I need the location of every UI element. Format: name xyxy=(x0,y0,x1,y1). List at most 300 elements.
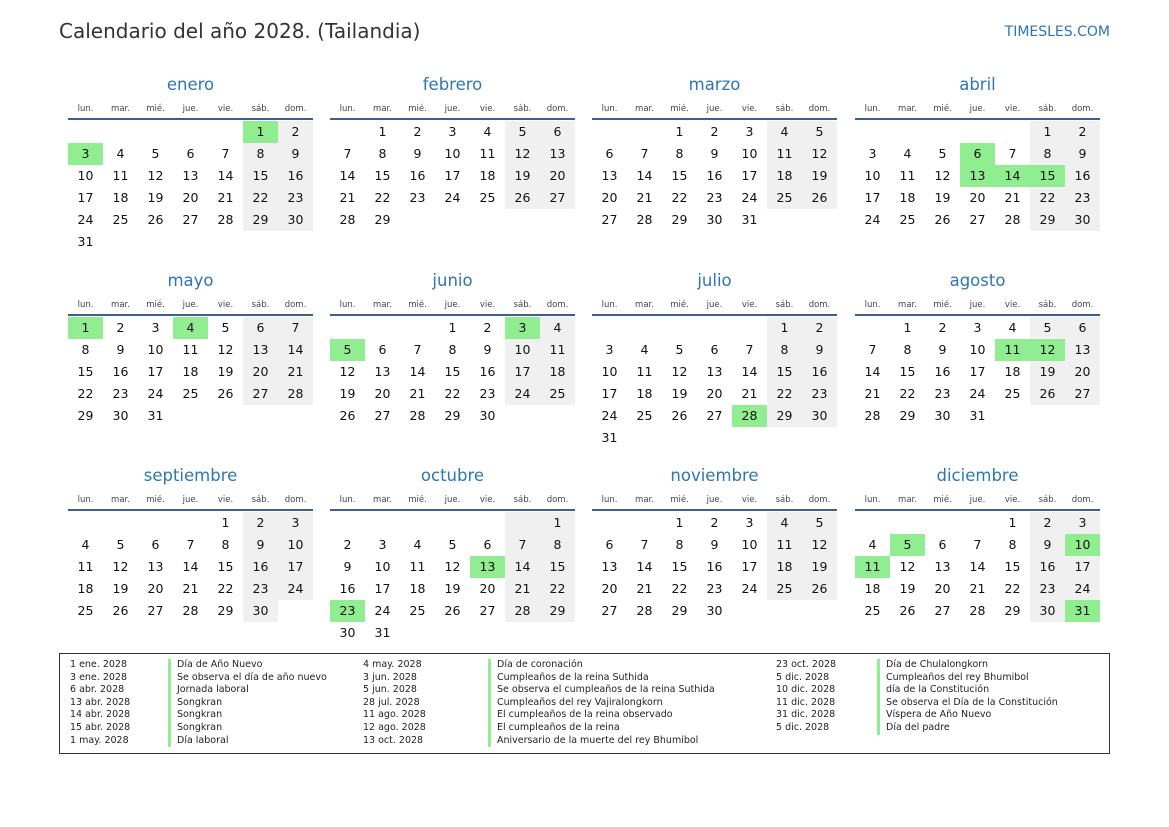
day-cell: 24 xyxy=(601,408,618,423)
week-row xyxy=(330,578,575,600)
weekday-label: vie. xyxy=(479,495,496,505)
day-cell: 25 xyxy=(636,408,653,423)
week-row xyxy=(68,383,313,405)
weekday-label: sáb. xyxy=(513,104,532,114)
day-cell: 12 xyxy=(444,559,461,574)
weekday-label: mar. xyxy=(111,495,130,505)
day-cell: 21 xyxy=(409,386,426,401)
day-cell: 18 xyxy=(767,165,802,187)
week-row xyxy=(592,187,837,209)
weekday-label: mar. xyxy=(898,104,917,114)
day-cell: 29 xyxy=(217,603,234,618)
empty-cell xyxy=(855,317,890,339)
day-cell: 27 xyxy=(601,603,618,618)
day-cell: 7 xyxy=(505,534,540,556)
day-cell: 19 xyxy=(1030,361,1065,383)
week-row xyxy=(68,339,313,361)
month-junio xyxy=(330,269,575,427)
day-cell: 15 xyxy=(243,165,278,187)
holiday-day-cell: 15 xyxy=(1030,165,1065,187)
day-cell: 18 xyxy=(636,386,653,401)
weekday-label: sáb. xyxy=(251,104,270,114)
month-name: septiembre xyxy=(143,466,238,485)
day-cell: 17 xyxy=(77,190,94,205)
weekday-label: dom. xyxy=(546,300,569,310)
empty-cell xyxy=(960,121,995,143)
weekday-label: mar. xyxy=(111,104,130,114)
day-cell: 11 xyxy=(899,168,916,183)
day-cell: 1 xyxy=(1008,515,1017,530)
day-cell: 6 xyxy=(605,537,614,552)
day-cell: 21 xyxy=(182,581,199,596)
day-cell: 4 xyxy=(903,146,912,161)
day-cell: 9 xyxy=(710,537,719,552)
day-cell: 1 xyxy=(378,124,387,139)
weekday-label: mar. xyxy=(635,495,654,505)
day-cell: 16 xyxy=(802,361,837,383)
weekday-label: lun. xyxy=(864,104,881,114)
day-cell: 23 xyxy=(802,383,837,405)
empty-cell xyxy=(330,121,365,143)
day-cell: 20 xyxy=(182,190,199,205)
day-cell: 14 xyxy=(217,168,234,183)
day-cell: 23 xyxy=(479,386,496,401)
weekday-label: jue. xyxy=(444,104,461,114)
day-cell: 25 xyxy=(1004,386,1021,401)
holiday-date: 12 ago. 2028 xyxy=(363,721,426,733)
day-cell: 3 xyxy=(868,146,877,161)
day-cell: 30 xyxy=(802,405,837,427)
day-cell: 29 xyxy=(671,603,688,618)
holiday-entry xyxy=(363,684,763,697)
day-cell: 21 xyxy=(969,581,986,596)
empty-cell xyxy=(103,121,138,143)
empty-cell xyxy=(470,209,505,231)
day-cell: 27 xyxy=(706,408,723,423)
weekday-label: mar. xyxy=(635,104,654,114)
empty-cell xyxy=(627,121,662,143)
week-row xyxy=(68,143,313,165)
day-cell: 16 xyxy=(706,168,723,183)
day-cell: 9 xyxy=(483,342,492,357)
day-cell: 14 xyxy=(741,364,758,379)
weekday-label: vie. xyxy=(741,495,758,505)
holiday-date: 31 dic. 2028 xyxy=(776,709,836,721)
day-cell: 2 xyxy=(243,512,278,534)
holiday-date: 1 ene. 2028 xyxy=(70,659,127,670)
holiday-entry xyxy=(776,722,1096,735)
day-cell: 18 xyxy=(112,190,129,205)
day-cell: 20 xyxy=(540,165,575,187)
day-cell: 11 xyxy=(767,534,802,556)
day-cell: 20 xyxy=(1065,361,1100,383)
day-cell: 23 xyxy=(243,578,278,600)
day-cell: 14 xyxy=(864,364,881,379)
month-name: febrero xyxy=(422,75,483,94)
week-row xyxy=(330,600,575,622)
day-cell: 29 xyxy=(444,408,461,423)
day-cell: 5 xyxy=(938,146,947,161)
day-cell: 9 xyxy=(243,534,278,556)
day-cell: 13 xyxy=(1065,339,1100,361)
weekday-label: jue. xyxy=(969,104,986,114)
weekday-label: mar. xyxy=(635,300,654,310)
day-cell: 2 xyxy=(1030,512,1065,534)
weekday-label: mié. xyxy=(670,300,689,310)
holiday-entry xyxy=(776,672,1096,685)
day-cell: 30 xyxy=(934,408,951,423)
day-cell: 17 xyxy=(601,386,618,401)
day-cell: 28 xyxy=(636,603,653,618)
weekday-header xyxy=(68,97,313,120)
holiday-name: Víspera de Año Nuevo xyxy=(877,709,991,722)
empty-cell xyxy=(243,405,278,427)
day-cell: 3 xyxy=(378,537,387,552)
day-cell: 9 xyxy=(938,342,947,357)
weekday-label: dom. xyxy=(808,104,831,114)
day-cell: 14 xyxy=(636,559,653,574)
week-row xyxy=(855,556,1100,578)
weekday-label: jue. xyxy=(444,300,461,310)
empty-cell xyxy=(1030,405,1065,427)
day-cell: 25 xyxy=(112,212,129,227)
holiday-date: 3 ene. 2028 xyxy=(70,671,127,683)
holiday-day-cell: 3 xyxy=(68,143,103,165)
day-cell: 19 xyxy=(505,165,540,187)
holiday-day-cell: 10 xyxy=(1065,534,1100,556)
week-row xyxy=(68,556,313,578)
empty-cell xyxy=(435,512,470,534)
day-cell: 6 xyxy=(151,537,160,552)
weekday-label: vie. xyxy=(479,300,496,310)
day-cell: 30 xyxy=(278,209,313,231)
day-cell: 13 xyxy=(934,559,951,574)
day-cell: 28 xyxy=(409,408,426,423)
day-cell: 4 xyxy=(116,146,125,161)
day-cell: 3 xyxy=(1065,512,1100,534)
day-cell: 26 xyxy=(505,187,540,209)
day-cell: 9 xyxy=(710,146,719,161)
weekday-label: mar. xyxy=(373,300,392,310)
weekday-label: lun. xyxy=(339,300,356,310)
weekday-label: sáb. xyxy=(1038,104,1057,114)
day-cell: 15 xyxy=(671,559,688,574)
day-cell: 16 xyxy=(479,364,496,379)
day-cell: 28 xyxy=(217,212,234,227)
empty-cell xyxy=(173,405,208,427)
day-cell: 25 xyxy=(540,383,575,405)
month-name: octubre xyxy=(420,466,485,485)
holiday-date: 15 abr. 2028 xyxy=(70,721,131,733)
empty-cell xyxy=(890,512,925,534)
day-cell: 18 xyxy=(77,581,94,596)
day-cell: 17 xyxy=(741,559,758,574)
day-cell: 6 xyxy=(186,146,195,161)
day-cell: 7 xyxy=(640,146,649,161)
day-cell: 26 xyxy=(899,603,916,618)
day-cell: 4 xyxy=(540,317,575,339)
day-cell: 7 xyxy=(640,537,649,552)
week-row xyxy=(68,165,313,187)
day-cell: 22 xyxy=(1004,581,1021,596)
day-cell: 24 xyxy=(147,386,164,401)
day-cell: 3 xyxy=(605,342,614,357)
day-cell: 9 xyxy=(343,559,352,574)
day-cell: 6 xyxy=(540,121,575,143)
weekday-label: dom. xyxy=(546,495,569,505)
holiday-name: Día del padre xyxy=(877,722,950,735)
day-cell: 4 xyxy=(767,121,802,143)
day-cell: 3 xyxy=(973,320,982,335)
page-title: Calendario del año 2028. (Tailandia) xyxy=(59,19,421,43)
weekday-label: jue. xyxy=(706,104,723,114)
week-row xyxy=(592,143,837,165)
day-cell: 8 xyxy=(540,534,575,556)
day-cell: 8 xyxy=(448,342,457,357)
day-cell: 21 xyxy=(636,190,653,205)
day-cell: 12 xyxy=(802,534,837,556)
week-row xyxy=(855,209,1100,231)
weekday-header xyxy=(330,293,575,316)
holiday-date: 23 oct. 2028 xyxy=(776,659,837,670)
day-cell: 25 xyxy=(767,578,802,600)
weekday-label: mié. xyxy=(146,104,165,114)
month-name: enero xyxy=(166,75,215,94)
day-cell: 7 xyxy=(278,317,313,339)
day-cell: 25 xyxy=(767,187,802,209)
holiday-date: 14 abr. 2028 xyxy=(70,709,131,721)
day-cell: 24 xyxy=(374,603,391,618)
day-cell: 10 xyxy=(147,342,164,357)
day-cell: 23 xyxy=(706,190,723,205)
day-cell: 26 xyxy=(802,578,837,600)
day-cell: 9 xyxy=(116,342,125,357)
empty-cell xyxy=(732,427,767,449)
day-cell: 14 xyxy=(339,168,356,183)
day-cell: 23 xyxy=(278,187,313,209)
day-cell: 30 xyxy=(706,603,723,618)
holiday-entry xyxy=(776,684,1096,697)
week-row xyxy=(855,600,1100,622)
empty-cell xyxy=(767,600,802,622)
weekday-label: mar. xyxy=(373,104,392,114)
empty-cell xyxy=(173,512,208,534)
day-cell: 18 xyxy=(540,361,575,383)
week-row xyxy=(68,361,313,383)
week-row xyxy=(592,383,837,405)
week-row xyxy=(592,534,837,556)
empty-cell xyxy=(138,231,173,253)
weekday-label: sáb. xyxy=(775,104,794,114)
day-cell: 7 xyxy=(413,342,422,357)
holiday-name: Songkran xyxy=(168,709,222,722)
day-cell: 13 xyxy=(706,364,723,379)
week-row xyxy=(330,317,575,339)
weekday-label: lun. xyxy=(601,300,618,310)
empty-cell xyxy=(855,512,890,534)
day-cell: 3 xyxy=(151,320,160,335)
holiday-name: día de la Constitución xyxy=(877,684,989,697)
month-febrero xyxy=(330,73,575,231)
weekday-label: dom. xyxy=(284,495,307,505)
day-cell: 27 xyxy=(147,603,164,618)
month-enero xyxy=(68,73,313,253)
month-abril xyxy=(855,73,1100,231)
week-row xyxy=(592,600,837,622)
day-cell: 10 xyxy=(77,168,94,183)
day-cell: 28 xyxy=(505,600,540,622)
holiday-name: Se observa el Día de la Constitución xyxy=(877,697,1058,710)
week-row xyxy=(855,143,1100,165)
holiday-name: Jornada laboral xyxy=(168,684,249,697)
month-name: mayo xyxy=(167,271,214,290)
weekday-header xyxy=(68,488,313,511)
week-row xyxy=(855,121,1100,143)
day-cell: 27 xyxy=(374,408,391,423)
holiday-entry xyxy=(776,709,1096,722)
empty-cell xyxy=(278,405,313,427)
day-cell: 18 xyxy=(409,581,426,596)
day-cell: 23 xyxy=(934,386,951,401)
holiday-name: Día de Chulalongkorn xyxy=(877,659,988,672)
weekday-label: jue. xyxy=(182,104,199,114)
day-cell: 25 xyxy=(182,386,199,401)
day-cell: 1 xyxy=(675,124,684,139)
week-row xyxy=(592,512,837,534)
day-cell: 22 xyxy=(767,383,802,405)
empty-cell xyxy=(400,317,435,339)
day-cell: 12 xyxy=(112,559,129,574)
weekday-label: lun. xyxy=(601,104,618,114)
day-cell: 29 xyxy=(1004,603,1021,618)
holiday-day-cell: 23 xyxy=(330,600,365,622)
day-cell: 19 xyxy=(147,190,164,205)
empty-cell xyxy=(400,622,435,644)
day-cell: 16 xyxy=(409,168,426,183)
day-cell: 15 xyxy=(374,168,391,183)
holiday-day-cell: 1 xyxy=(243,121,278,143)
holiday-name: Día laboral xyxy=(168,735,228,748)
day-cell: 13 xyxy=(147,559,164,574)
week-row xyxy=(330,512,575,534)
weekday-label: vie. xyxy=(741,300,758,310)
day-cell: 24 xyxy=(741,581,758,596)
empty-cell xyxy=(802,427,837,449)
day-cell: 6 xyxy=(483,537,492,552)
weekday-label: dom. xyxy=(1071,104,1094,114)
day-cell: 17 xyxy=(741,168,758,183)
day-cell: 7 xyxy=(343,146,352,161)
weekday-label: dom. xyxy=(808,300,831,310)
day-cell: 19 xyxy=(339,386,356,401)
month-septiembre xyxy=(68,464,313,622)
empty-cell xyxy=(68,512,103,534)
weekday-label: sáb. xyxy=(1038,495,1057,505)
day-cell: 11 xyxy=(182,342,199,357)
day-cell: 4 xyxy=(640,342,649,357)
day-cell: 16 xyxy=(1030,556,1065,578)
holiday-day-cell: 11 xyxy=(995,339,1030,361)
week-row xyxy=(855,361,1100,383)
weekday-header xyxy=(330,488,575,511)
day-cell: 30 xyxy=(1065,209,1100,231)
day-cell: 23 xyxy=(1030,578,1065,600)
day-cell: 27 xyxy=(182,212,199,227)
day-cell: 21 xyxy=(278,361,313,383)
holiday-day-cell: 1 xyxy=(68,317,103,339)
weekday-label: mié. xyxy=(146,300,165,310)
day-cell: 7 xyxy=(745,342,754,357)
month-diciembre xyxy=(855,464,1100,622)
week-row xyxy=(330,622,575,644)
holiday-entry xyxy=(363,735,763,748)
day-cell: 20 xyxy=(243,361,278,383)
holiday-name: Día de coronación xyxy=(488,659,583,672)
day-cell: 19 xyxy=(112,581,129,596)
day-cell: 21 xyxy=(636,581,653,596)
weekday-label: sáb. xyxy=(775,300,794,310)
day-cell: 2 xyxy=(483,320,492,335)
day-cell: 22 xyxy=(217,581,234,596)
week-row xyxy=(592,121,837,143)
week-row xyxy=(592,405,837,427)
weekday-label: vie. xyxy=(1004,300,1021,310)
week-row xyxy=(592,339,837,361)
weekday-header xyxy=(592,488,837,511)
day-cell: 7 xyxy=(1008,146,1017,161)
holiday-date: 13 abr. 2028 xyxy=(70,696,131,708)
day-cell: 12 xyxy=(899,559,916,574)
holiday-legend xyxy=(59,653,1110,754)
day-cell: 5 xyxy=(802,512,837,534)
empty-cell xyxy=(505,622,540,644)
holiday-entry xyxy=(363,709,763,722)
holiday-entry xyxy=(363,659,763,672)
day-cell: 30 xyxy=(112,408,129,423)
weekday-label: mié. xyxy=(670,495,689,505)
week-row xyxy=(68,187,313,209)
day-cell: 31 xyxy=(969,408,986,423)
empty-cell xyxy=(732,600,767,622)
day-cell: 25 xyxy=(479,190,496,205)
empty-cell xyxy=(435,622,470,644)
week-row xyxy=(68,209,313,231)
holiday-date: 28 jul. 2028 xyxy=(363,696,420,708)
empty-cell xyxy=(697,427,732,449)
day-cell: 13 xyxy=(374,364,391,379)
weekday-label: mié. xyxy=(408,104,427,114)
day-cell: 30 xyxy=(706,212,723,227)
day-cell: 6 xyxy=(605,146,614,161)
day-cell: 23 xyxy=(409,190,426,205)
empty-cell xyxy=(627,512,662,534)
week-row xyxy=(855,405,1100,427)
empty-cell xyxy=(592,512,627,534)
empty-cell xyxy=(208,405,243,427)
day-cell: 15 xyxy=(217,559,234,574)
day-cell: 24 xyxy=(77,212,94,227)
day-cell: 8 xyxy=(675,146,684,161)
weekday-label: dom. xyxy=(1071,300,1094,310)
empty-cell xyxy=(330,512,365,534)
site-link[interactable]: TIMESLES.COM xyxy=(1004,24,1110,40)
day-cell: 22 xyxy=(1030,187,1065,209)
day-cell: 11 xyxy=(540,339,575,361)
day-cell: 31 xyxy=(77,234,94,249)
weekday-label: mié. xyxy=(933,300,952,310)
week-row xyxy=(330,556,575,578)
day-cell: 12 xyxy=(339,364,356,379)
